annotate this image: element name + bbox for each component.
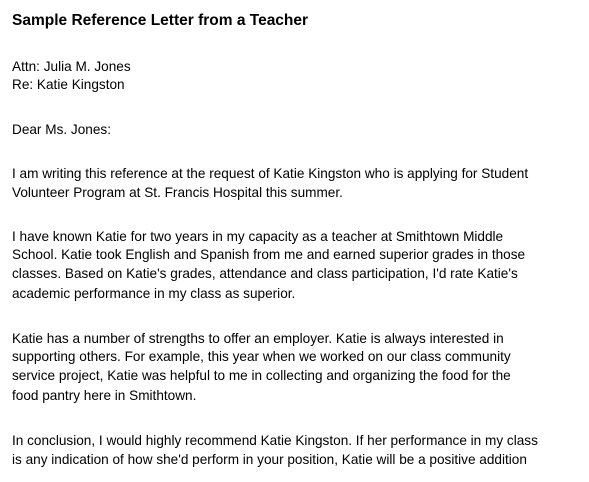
paragraph-line: classes. Based on Katie's grades, attendance and class participation, I'd rate Katie's (12, 266, 518, 281)
salutation: Dear Ms. Jones: (12, 122, 111, 137)
attn-line: Attn: Julia M. Jones (12, 59, 131, 74)
paragraph-line: service project, Katie was helpful to me in collecting and organizing the food for the (12, 368, 511, 383)
paragraph-line: School. Katie took English and Spanish from me and earned superior grades in those (12, 247, 526, 262)
re-line: Re: Katie Kingston (12, 77, 125, 92)
paragraph-line: supporting others. For example, this year when we worked on our class community (12, 349, 511, 364)
paragraph-line: academic performance in my class as superior. (12, 286, 296, 301)
paragraph-line: is any indication of how she'd perform in your position, Katie will be a positive addition (12, 452, 527, 467)
letter-title: Sample Reference Letter from a Teacher (12, 12, 309, 29)
paragraph-line: In conclusion, I would highly recommend Katie Kingston. If her performance in my class (12, 433, 538, 448)
paragraph-line: I am writing this reference at the request of Katie Kingston who is applying for Student (12, 166, 529, 181)
paragraph-line: I have known Katie for two years in my capacity as a teacher at Smithtown Middle (12, 229, 504, 244)
paragraph-line: Volunteer Program at St. Francis Hospital this summer. (12, 185, 343, 200)
paragraph-line: food pantry here in Smithtown. (12, 388, 197, 403)
paragraph-line: Katie has a number of strengths to offer an employer. Katie is always interested in (12, 331, 504, 346)
